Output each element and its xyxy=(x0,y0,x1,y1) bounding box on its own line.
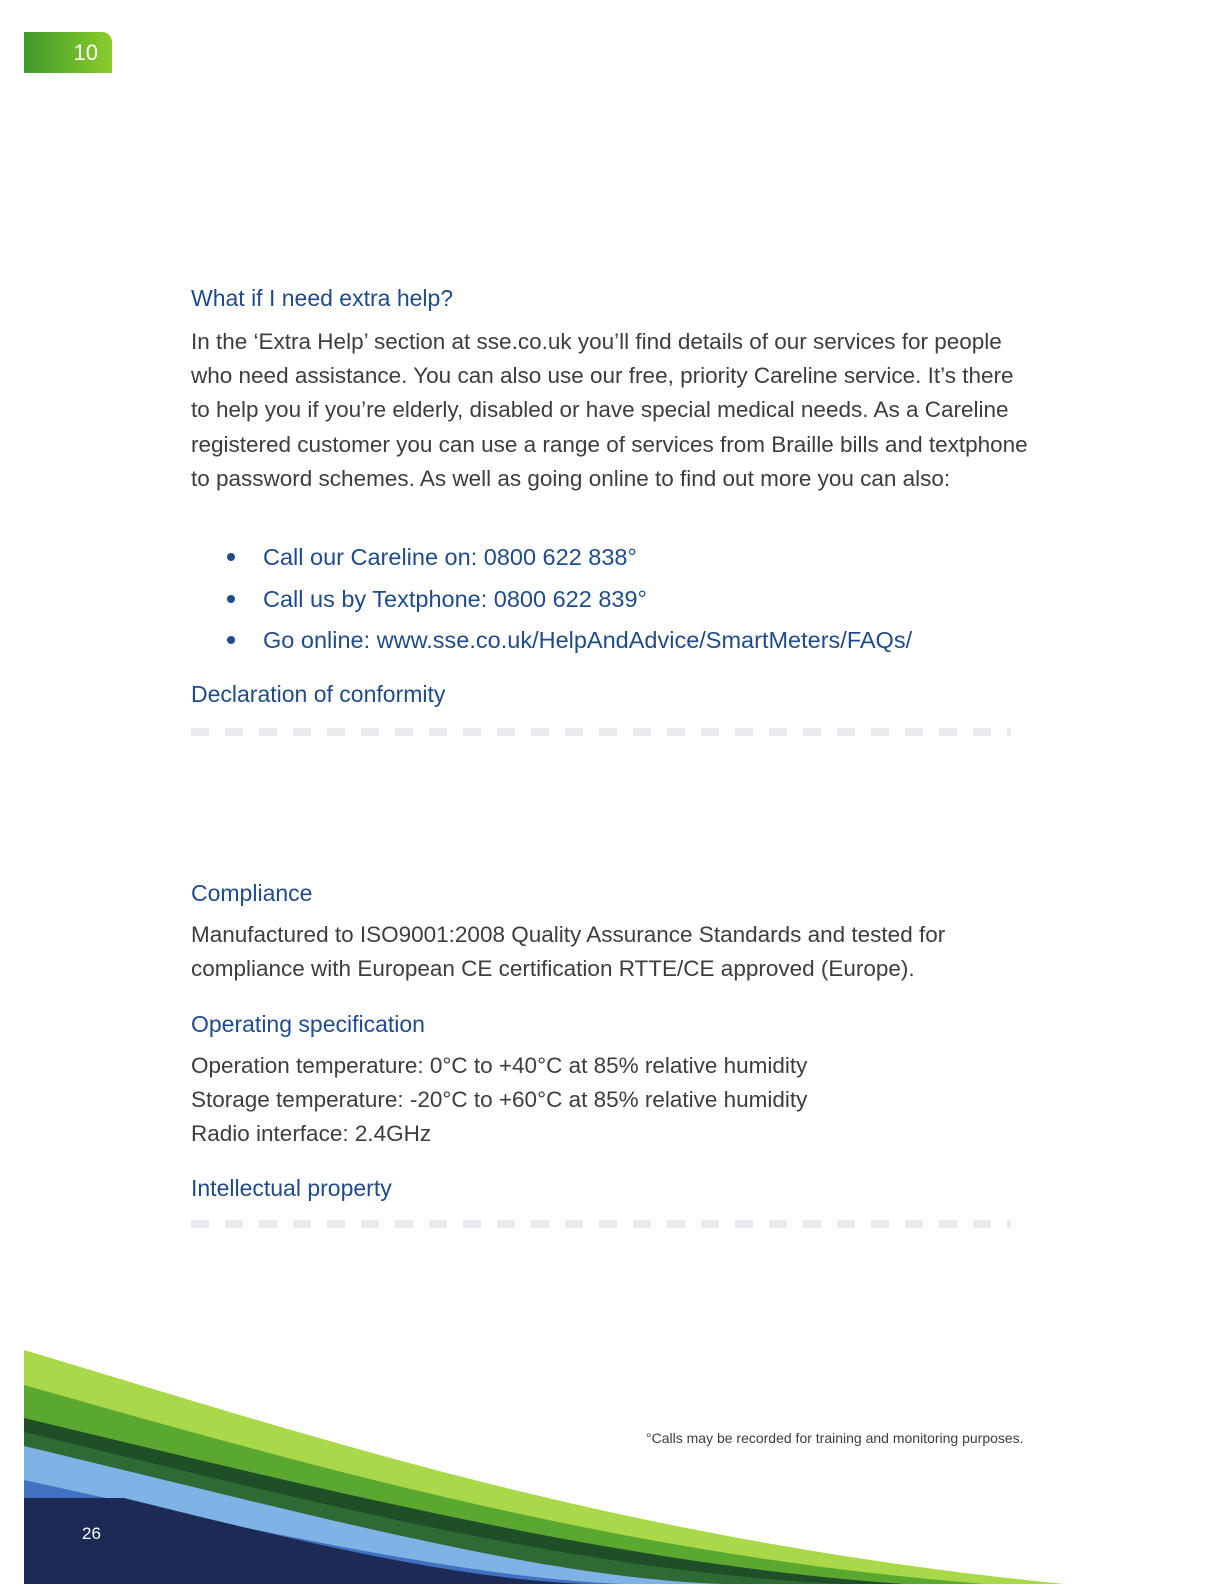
faded-text-line xyxy=(191,1220,1011,1228)
extra-help-heading: What if I need extra help? xyxy=(191,285,454,311)
footnote: °Calls may be recorded for training and monitoring purposes. xyxy=(646,1430,1024,1446)
compliance-heading: Compliance xyxy=(191,880,313,906)
radio-interface: Radio interface: 2.4GHz xyxy=(191,1121,432,1146)
contact-list xyxy=(191,538,912,663)
careline-phone: Call our Careline on: 0800 622 838° xyxy=(263,544,637,570)
textphone-number: Call us by Textphone: 0800 622 839° xyxy=(263,585,647,612)
bullet-icon xyxy=(227,553,235,561)
list-item[interactable] xyxy=(191,621,912,663)
declaration-heading: Declaration of conformity xyxy=(191,681,446,707)
operating-temperature: Operation temperature: 0°C to +40°C at 85% relative humidity xyxy=(191,1053,808,1078)
section-number-tab xyxy=(24,32,112,73)
storage-temperature: Storage temperature: -20°C to +60°C at 85% relative humidity xyxy=(191,1087,808,1112)
list-item xyxy=(191,538,912,580)
intellectual-property-heading: Intellectual property xyxy=(191,1175,392,1201)
page-number: 26 xyxy=(82,1524,101,1543)
bullet-icon xyxy=(227,636,235,644)
compliance-body: Manufactured to ISO9001:2008 Quality Assurance Standards and tested for compliance with European CE certification RTTE/CE approved (Europe). xyxy=(191,922,946,982)
section-number: 10 xyxy=(73,40,98,65)
bullet-icon xyxy=(227,595,235,603)
footer-swoosh-graphic xyxy=(24,1340,1224,1584)
faded-text-line xyxy=(191,728,1011,736)
extra-help-body: In the ‘Extra Help’ section at sse.co.uk you’ll find details of our services for people who need assistance. You can also use our free, priority Careline service. It’s there to help you if you’re elderly, disabled or have special medical needs. As a Careline registered customer you can use a range of services from Braille bills and textphone to password schemes. As well as going online to find out more you can also: xyxy=(191,329,1028,491)
faq-link[interactable]: Go online: www.sse.co.uk/HelpAndAdvice/SmartMeters/FAQs/ xyxy=(263,627,913,653)
list-item xyxy=(191,580,912,622)
operating-spec-heading: Operating specification xyxy=(191,1011,425,1037)
